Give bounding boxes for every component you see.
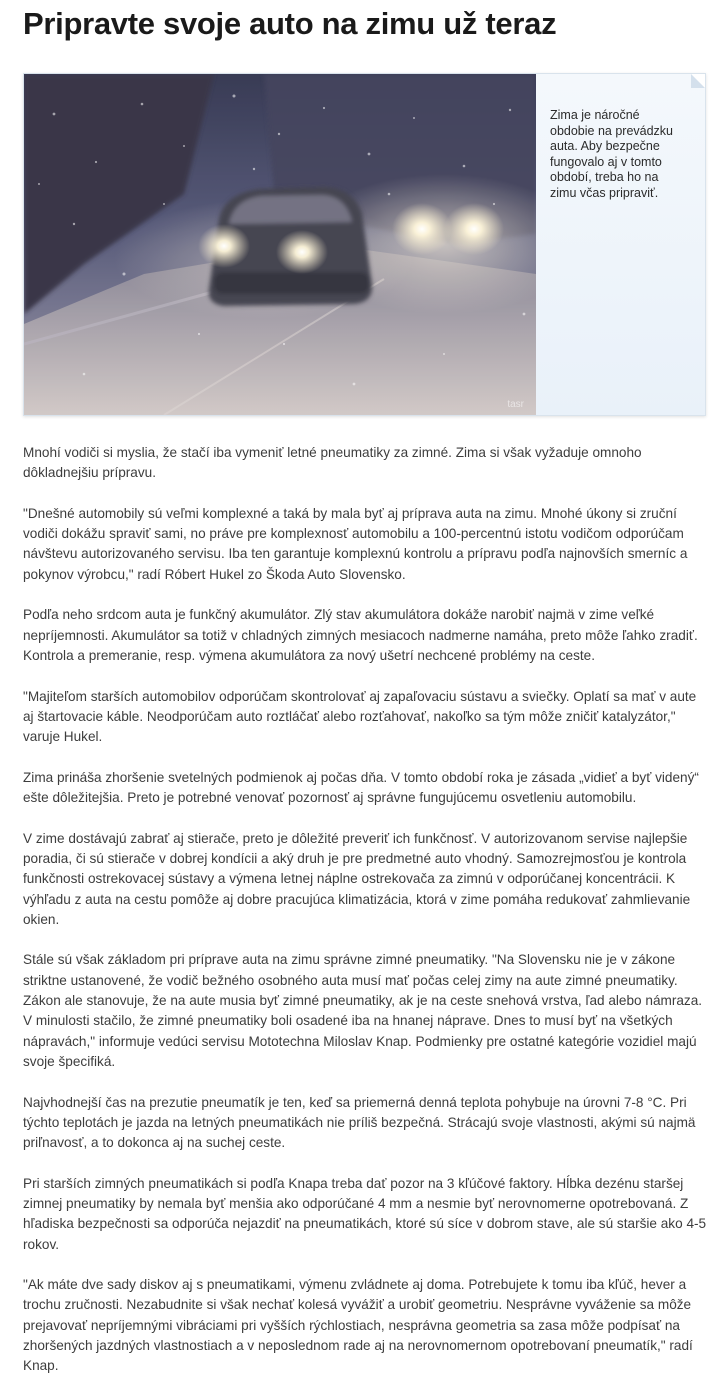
paragraph: Stále sú však základom pri príprave auta na zimu správne zimné pneumatiky. "Na Slovensku nie je v zákone striktne ustanovené, že vodič bežného osobného auta musí mať počas celej zimy na aute zimné pneumatiky. Zákon ale stanovuje, že na aute musia byť zimné pneumatiky, ak je na ceste snehová vrstva, ľad alebo námraza. V minulosti stačilo, že zimné pneumatiky boli osadené iba na hnanej náprave. Dnes to musí byť na všetkých nápravách," informuje vedúci servisu Mototechna Miloslav Knap. Podmienky pre ostatné kategórie vozidiel majú svoje špecifiká. <box>23 952 703 1069</box>
paragraph: Mnohí vodiči si myslia, že stačí iba vymeniť letné pneumatiky za zimné. Zima si však vyžaduje omnoho dôkladnejšiu prípravu. <box>23 445 642 481</box>
paragraph: "Majiteľom starších automobilov odporúčam skontrolovať aj zapaľovaciu sústavu a sviečky. Oplatí sa mať v aute aj štartovacie káble. Neodporúčam auto roztláčať alebo rozťahovať, nakoľko sa tým môže zničiť katalyzátor," varuje Hukel. <box>23 688 697 745</box>
caption-box <box>536 74 705 415</box>
paragraph: V zime dostávajú zabrať aj stierače, preto je dôležité preveriť ich funkčnosť. V autorizovanom servise najlepšie poradia, či sú stierače v dobrej kondícii a aký druh je pre predmetné auto vhodný. Samozrejmosťou je kontrola funkčnosti ostrekovacej sústavy a výmena letnej náplne ostrekovača za zimnú v odporúčanej koncentrácii. K výhľadu z auta na cestu pomôže aj dobre pracujúca klimatizácia, ktorá v zime pomáha redukovať zahmlievanie okien. <box>23 830 691 927</box>
snowy-road-car-photo[interactable] <box>24 74 536 415</box>
article-body <box>23 443 709 1397</box>
photo-watermark: tasr <box>507 399 524 410</box>
paragraph: "Ak máte dve sady diskov aj s pneumatikami, výmenu zvládnete aj doma. Potrebujete k tomu iba kľúč, hever a trochu zručnosti. Nezabudnite si však nechať kolesá vyvážiť a urobiť geometriu. Nesprávne vyváženie sa môže prejavovať nepríjemnými vibráciami pri vyšších rýchlostiach, nesprávna geometria sa zasa môže podpísať na zhoršených jazdných vlastnostiach a v neposlednom rade aj na nerovnomernom opotrebovaní pneumatík," radí Knap. <box>23 1277 693 1374</box>
paragraph: Najvhodnejší čas na prezutie pneumatík je ten, keď sa priemerná denná teplota pohybuje na úrovni 7-8 °C. Pri týchto teplotách je jazda na letných pneumatikách nie príliš bezpečná. Strácajú svoje vlastnosti, akými sú najmä priľnavosť, a to dokonca aj na suchej ceste. <box>23 1094 696 1151</box>
paragraph: Pri starších zimných pneumatikách si podľa Knapa treba dať pozor na 3 kľúčové faktory. Hĺbka dezénu staršej zimnej pneumatiky by nemala byť menšia ako odporúčané 4 mm a nesmie byť nerovnomerne opotrebovaná. Z hľadiska bezpečnosti sa odporúča nejazdiť na pneumatikách, ktoré sú síce v dobrom stave, ale sú staršie ako 4-5 rokov. <box>23 1175 707 1252</box>
article-title: Pripravte svoje auto na zimu už teraz <box>23 6 557 41</box>
article-figure <box>23 73 706 416</box>
paragraph: Podľa neho srdcom auta je funkčný akumulátor. Zlý stav akumulátora dokáže narobiť najmä v zime veľké nepríjemnosti. Akumulátor sa totiž v chladných zimných mesiacoch nadmerne namáha, preto môže ľahko zradiť. Kontrola a premeranie, resp. výmena akumulátora za nový ušetrí nechcené problémy na ceste. <box>23 607 698 663</box>
paragraph: "Dnešné automobily sú veľmi komplexné a taká by mala byť aj príprava auta na zimu. Mnohé úkony si zruční vodiči dokážu spraviť sami, no práve pre komplexnosť automobilu a 100-percentnú istotu vodičom odporúčam návštevu autorizovaného servisu. Iba ten garantuje komplexnú kontrolu a prípravu podľa najnovších smerníc a pokynov výrobcu," radí Róbert Hukel zo Škoda Auto Slovensko. <box>23 505 688 582</box>
paragraph: Zima prináša zhoršenie svetelných podmienok aj počas dňa. V tomto období roka je zásada „vidieť a byť videný“ ešte dôležitejšia. Preto je potrebné venovať pozornosť aj správne fungujúcemu osvetleniu automobilu. <box>23 769 699 806</box>
image-caption: Zima je náročné obdobie na prevádzku auta. Aby bezpečne fungovalo aj v tomto období, treba ho na zimu včas pripraviť. <box>550 108 674 200</box>
